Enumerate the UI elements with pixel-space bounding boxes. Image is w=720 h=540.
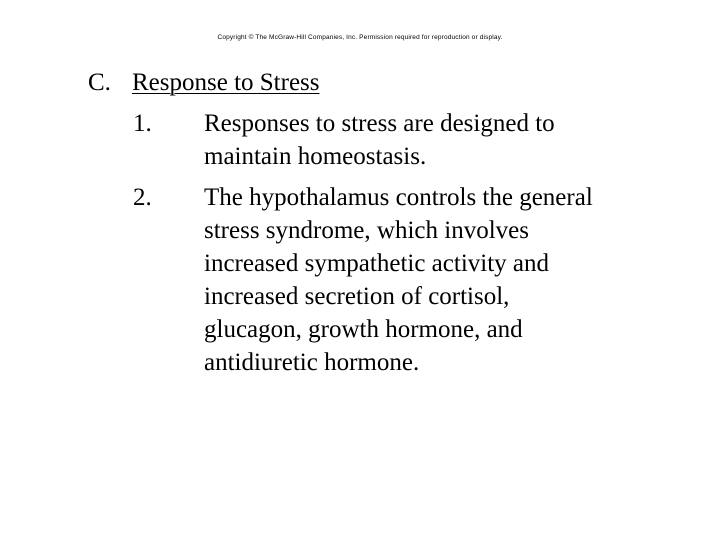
list-item-text: Responses to stress are designed to maintain homeostasis.: [204, 110, 555, 170]
section-letter: C.: [88, 69, 111, 96]
copyright-notice: Copyright © The McGraw-Hill Companies, Inc. Permission required for reproduction or display.: [217, 34, 503, 41]
list-item-number: 2.: [133, 184, 152, 211]
list-item-text: The hypothalamus controls the general stress syndrome, which involves increased sympathetic activity and increased secretion of cortisol, glucagon, growth hormone, and antidiuretic hormone.: [204, 184, 593, 376]
list-item-number: 1.: [133, 110, 152, 137]
section-title: Response to Stress: [132, 69, 320, 96]
